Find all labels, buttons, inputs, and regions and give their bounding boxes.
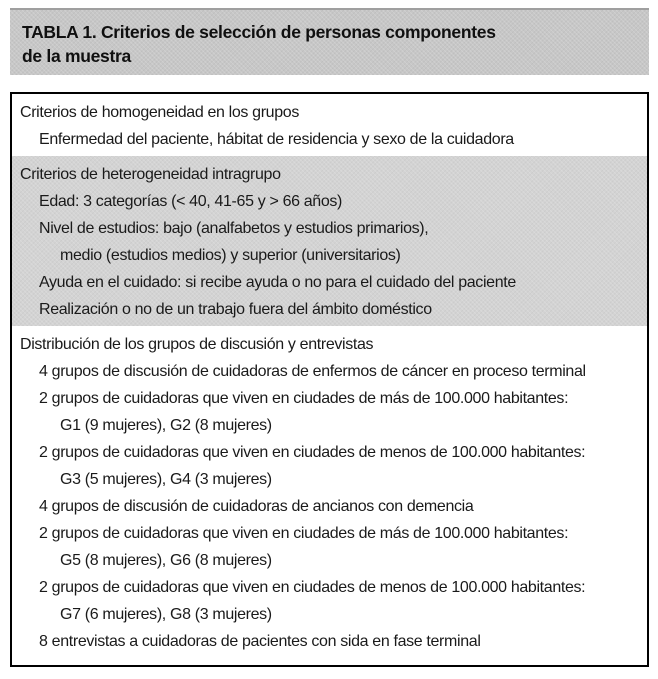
table-row: Ayuda en el cuidado: si recibe ayuda o no para el cuidado del paciente <box>39 274 516 291</box>
table-row: 8 entrevistas a cuidadoras de pacientes con sida en fase terminal <box>39 633 481 650</box>
table-section <box>12 94 647 156</box>
table-row: 4 grupos de discusión de cuidadoras de ancianos con demencia <box>39 498 474 515</box>
table-row: Edad: 3 categorías (< 40, 41-65 y > 66 años) <box>39 193 343 210</box>
table-row: G7 (6 mujeres), G8 (3 mujeres) <box>60 606 272 623</box>
table-section <box>12 326 647 658</box>
table-row: 2 grupos de cuidadoras que viven en ciudades de más de 100.000 habitantes: <box>39 525 569 542</box>
table-row: 2 grupos de cuidadoras que viven en ciudades de menos de 100.000 habitantes: <box>39 444 586 461</box>
table-section-shaded <box>12 156 647 326</box>
section-heading-row: Distribución de los grupos de discusión y entrevistas <box>20 336 374 353</box>
table-row: medio (estudios medios) y superior (universitarios) <box>60 247 401 264</box>
table-row: 2 grupos de cuidadoras que viven en ciudades de más de 100.000 habitantes: <box>39 390 569 407</box>
table-row: 2 grupos de cuidadoras que viven en ciudades de menos de 100.000 habitantes: <box>39 579 586 596</box>
table-row: G3 (5 mujeres), G4 (3 mujeres) <box>60 471 272 488</box>
table-row: 4 grupos de discusión de cuidadoras de enfermos de cáncer en proceso terminal <box>39 363 586 380</box>
table-row: Realización o no de un trabajo fuera del ámbito doméstico <box>39 301 432 318</box>
table-title-line-1: TABLA 1. Criterios de selección de personas componentes <box>22 22 496 42</box>
table-row: Enfermedad del paciente, hábitat de residencia y sexo de la cuidadora <box>39 131 514 148</box>
table-row: G1 (9 mujeres), G2 (8 mujeres) <box>60 417 272 434</box>
table-body <box>10 92 649 667</box>
table-title-line-2: de la muestra <box>22 46 131 66</box>
table-row: G5 (8 mujeres), G6 (8 mujeres) <box>60 552 272 569</box>
section-heading-row: Criterios de heterogeneidad intragrupo <box>20 166 281 183</box>
table-row: Nivel de estudios: bajo (analfabetos y estudios primarios), <box>39 220 429 237</box>
section-heading-row: Criterios de homogeneidad en los grupos <box>20 104 299 121</box>
table-title-bar <box>10 8 649 75</box>
